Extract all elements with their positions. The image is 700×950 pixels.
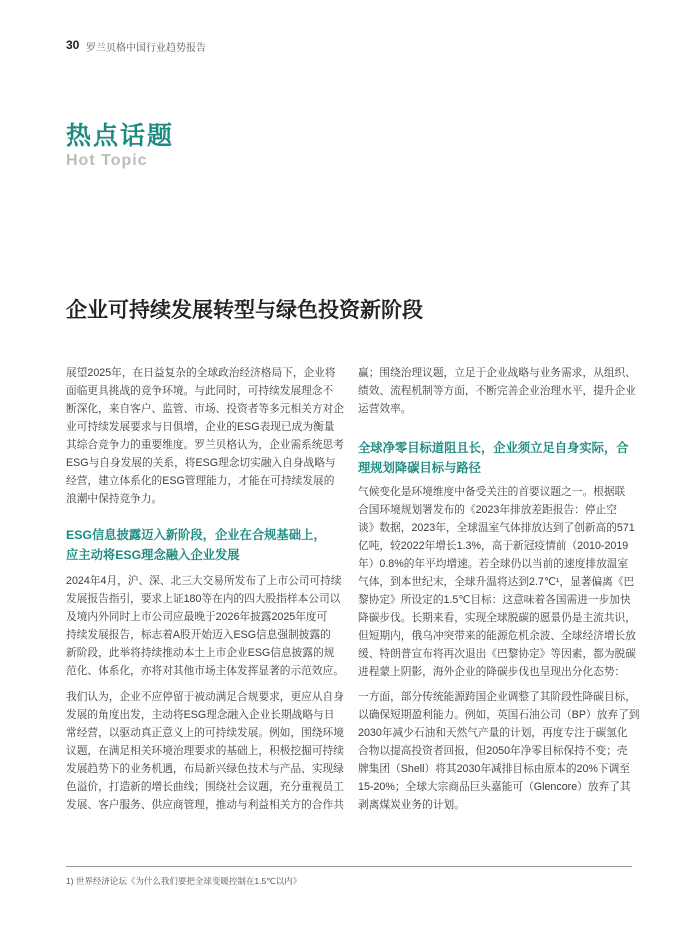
text-line: 15-20%；全球大宗商品巨头嘉能可（Glencore）放弃了其 <box>358 781 631 793</box>
subheading <box>66 525 346 565</box>
text-line: 及境内外同时上市公司应最晚于2026年披露2025年度可 <box>66 611 328 623</box>
text-line: 面临更具挑战的竞争环境。与此同时，可持续发展理念不 <box>66 385 334 397</box>
text-line: 发展趋势下的业务机遇，布局新兴绿色技术与产品、实现绿 <box>66 763 344 775</box>
text-line: 理规划降碳目标与路径 <box>358 461 481 475</box>
text-line: 应主动将ESG理念融入企业发展 <box>66 548 240 562</box>
text-line: 范化、体系化，亦将对其他市场主体发挥显著的示范效应。 <box>66 665 344 677</box>
subheading <box>358 438 638 478</box>
text-line: 合国环境规划署发布的《2023年排放差距报告：停止空 <box>358 504 617 516</box>
footnote-divider <box>66 866 632 867</box>
text-line: ESG与自身发展的关系，将ESG理念切实融入自身战略与 <box>66 457 336 469</box>
running-title: 罗兰贝格中国行业趋势报告 <box>86 43 206 54</box>
text-line: 断深化，来自客户、监管、市场、投资者等多元相关方对企 <box>66 403 344 415</box>
text-line: 剥离煤炭业务的计划。 <box>358 799 465 811</box>
text-line: 谈》数据，2023年，全球温室气体排放达到了创新高的571 <box>358 522 635 534</box>
section-title-en: Hot Topic <box>66 152 148 169</box>
text-line: 发展报告指引，要求上证180等在内的四大股指样本公司以 <box>66 593 341 605</box>
text-line: 合物以提高投资者回报，但2050年净零目标保持不变；壳 <box>358 745 628 757</box>
text-line: 持续发展报告，标志着A股开始迈入ESG信息强制披露的 <box>66 629 331 641</box>
text-line: 业可持续发展要求与日俱增，企业的ESG表现已成为衡量 <box>66 421 335 433</box>
text-line: 发展、客户服务、供应商管理，推动与利益相关方的合作共 <box>66 799 344 811</box>
page-number: 30 <box>66 38 80 52</box>
text-line: 绩效、流程机制等方面，不断完善企业治理水平，提升企业 <box>358 385 636 397</box>
text-line: 色溢价，打造新的增长曲线；围绕社会议题，充分重视员工 <box>66 781 344 793</box>
text-line: 其综合竞争力的重要维度。罗兰贝格认为，企业需系统思考 <box>66 439 344 451</box>
text-line: 全球净零目标道阻且长，企业须立足自身实际，合 <box>358 441 629 455</box>
text-line: 我们认为，企业不应停留于被动满足合规要求，更应从自身 <box>66 691 344 703</box>
text-line: 新阶段，此举将持续推动本土上市企业ESG信息披露的规 <box>66 647 335 659</box>
text-line: 浪潮中保持竞争力。 <box>66 493 163 505</box>
text-line: 亿吨，较2022年增长1.3%，高于新冠疫情前（2010-2019 <box>358 540 629 552</box>
text-line: 经营，建立体系化的ESG管理能力，才能在可持续发展的 <box>66 475 335 487</box>
text-line: 降碳步伐。长期来看，实现全球脱碳的愿景仍是主流共识， <box>358 612 636 624</box>
text-line: 缓、特朗普宣布将再次退出《巴黎协定》等因素，都为脱碳 <box>358 648 636 660</box>
text-line: 常经营，以驱动真正意义上的可持续发展。例如，围绕环境 <box>66 727 344 739</box>
text-line: 展望2025年，在日益复杂的全球政治经济格局下，企业将 <box>66 367 336 379</box>
text-line: 年）0.8%的年平均增速。若全球仍以当前的速度排放温室 <box>358 558 629 570</box>
text-line: 发展的角度出发，主动将ESG理念融入企业长期战略与日 <box>66 709 335 721</box>
article-headline: 企业可持续发展转型与绿色投资新阶段 <box>66 299 423 322</box>
paragraph <box>358 688 638 814</box>
text-line: ESG信息披露迈入新阶段，企业在合规基础上， <box>66 528 326 542</box>
text-line: 议题，在满足相关环境治理要求的基础上，积极挖掘可持续 <box>66 745 344 757</box>
paragraph <box>358 483 638 681</box>
text-line: 一方面，部分传统能源跨国企业调整了其阶段性降碳目标， <box>358 691 636 703</box>
text-line: 牌集团（Shell）将其2030年减排目标由原本的20%下调至 <box>358 763 630 775</box>
footnote: 1) 世界经济论坛《为什么我们要把全球变暖控制在1.5℃以内》 <box>66 876 302 886</box>
paragraph <box>66 364 346 508</box>
paragraph <box>66 572 346 680</box>
paragraph <box>358 364 638 418</box>
text-line: 以确保短期盈利能力。例如，英国石油公司（BP）放弃了到 <box>358 709 640 721</box>
text-line: 赢；围绕治理议题，立足于企业战略与业务需求，从组织、 <box>358 367 636 379</box>
text-line: 2024年4月，沪、深、北三大交易所发布了上市公司可持续 <box>66 575 342 587</box>
text-line: 进程蒙上阴影，海外企业的降碳步伐也呈现出分化态势： <box>358 666 626 678</box>
text-line: 黎协定》所设定的1.5℃目标：这意味着各国需进一步加快 <box>358 594 631 606</box>
section-title-cn: 热点话题 <box>66 122 175 150</box>
paragraph <box>66 688 346 814</box>
text-line: 2030年减少石油和天然气产量的计划，再度专注于碳氢化 <box>358 727 628 739</box>
text-line: 但短期内，俄乌冲突带来的能源危机余波、全球经济增长放 <box>358 630 636 642</box>
text-line: 气候变化是环境维度中备受关注的首要议题之一。根据联 <box>358 486 626 498</box>
text-line: 气体，到本世纪末，全球升温将达到2.7℃¹，显著偏离《巴 <box>358 576 635 588</box>
text-line: 运营效率。 <box>358 403 412 415</box>
